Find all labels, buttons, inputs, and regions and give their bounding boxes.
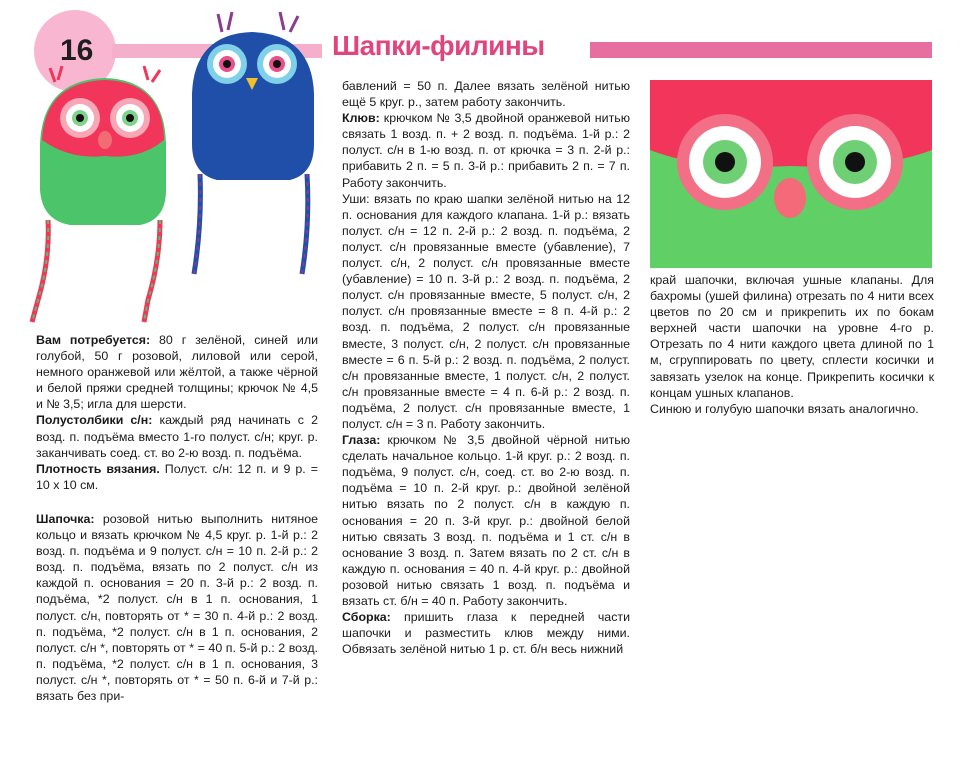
hdc-paragraph xyxy=(36,412,318,460)
owl-hat-closeup-photo xyxy=(650,80,932,268)
beak-paragraph xyxy=(342,110,630,190)
beak-label: Клюв: xyxy=(342,111,380,126)
eyes-text: крючком № 3,5 двойной чёрной нитью сделать начальное кольцо. 1-й круг. р.: 2 возд. п. подъёма, 9 полуст. с/н, соед. ст. во 2-ю возд. п. подъёма = 10 п. 2-й круг. р.: двойной зелёной нитью вязать по 2 полуст. с/н в каждую п. основания = 20 п. 3-й круг. р.: двойной белой нитью связать 3 возд. п. подъёма и 1 ст. с/н в основание 3 возд. п. Затем вязать по 2 ст. с/н в каждую п. основания = 40 п. 4-й круг. р.: двойной розовой нитью связать 1 возд. п. подъёма и вязать ст. б/н = 40 п. Работу закончить. xyxy=(342,433,630,608)
eyes-paragraph xyxy=(342,432,630,609)
assembly-paragraph xyxy=(342,609,630,657)
text-column-1 xyxy=(36,332,318,704)
hat-text: розовой нитью выполнить нитяное кольцо и вязать крючком № 4,5 круг. р. 1-й р.: 2 возд. п. подъёма и 9 полуст. с/н = 10 п. 2-й р.: 2 возд. п. подъёма, вязать по 2 полуст. с/н из каждой п. основания = 20 п. 3-й р.: 2 возд. п. подъёма, *2 полуст. с/н в 1 п. основания, 1 полуст. с/н, повторять от * = 30 п. 4-й р.: 2 возд. п. подъёма, *2 полуст. с/н в 1 п. основания, 2 полуст. с/н *, повторять от * = 40 п. 5-й р.: 2 возд. п. подъёма, *2 полуст. с/н в 1 п. основания, 3 полуст. с/н *, повторять от * = 50 п. 6-й и 7-й р.: вязать без при- xyxy=(36,511,318,703)
eyes-label: Глаза: xyxy=(342,433,381,448)
text-column-2 xyxy=(342,78,630,657)
beak-text: крючком № 3,5 двойной оранжевой нитью связать 1 возд. п. + 2 возд. п. подъёма. 1-й р.: 2 полуст. с/н в 1-ю возд. п. от крючка = 3 п. 2-й р.: прибавить 2 п. = 5 п. 3-й р.: прибавить 2 п. = 7 п. Работу закончить. xyxy=(342,111,630,190)
density-label: Плотность вязания. xyxy=(36,461,160,476)
text-column-3 xyxy=(650,272,934,417)
hat-paragraph xyxy=(36,511,318,704)
materials-label: Вам потребуется: xyxy=(36,333,151,347)
header-bar-right xyxy=(590,42,932,58)
finishing-paragraph: край шапочки, включая ушные клапаны. Для бахромы (ушей филина) отрезать по 4 нити всех цветов по 20 см и прикрепить их по бокам верхней части шапочки на уровне 4-го р. Отрезать по 4 нити каждого цвета длиной по 1 м, сгруппировать по цвету, сплести косички и завязать узелок на конце. Прикрепить косички к концам ушных клапанов. xyxy=(650,273,934,400)
hdc-text: каждый ряд начинать с 2 возд. п. подъёма вместо 1-го полуст. с/н; круг. р. заканчивать соед. ст. во 2-ю возд. п. подъёма. xyxy=(36,413,318,460)
density-text: Полуст. с/н: 12 п. и 9 р. = 10 х 10 см. xyxy=(36,461,318,492)
hdc-label: Полустолбики с/н: xyxy=(36,413,153,428)
assembly-label: Сборка: xyxy=(342,610,391,625)
hat-continuation: бавлений = 50 п. Далее вязать зелёной нитью ещё 5 круг. р., затем работу закончить. xyxy=(342,79,630,110)
density-paragraph xyxy=(36,461,318,493)
hat-label: Шапочка: xyxy=(36,511,95,526)
blue-owl-hat-image xyxy=(172,4,332,302)
article-title: Шапки-филины xyxy=(332,30,545,61)
materials-paragraph xyxy=(36,332,318,412)
ears-paragraph: Уши: вязать по краю шапки зелёной нитью на 12 п. основания для каждого клапана. 1-й р.: вязать полуст. с/н = 12 п. 2-й р.: 2 возд. п. подъёма, 2 полуст. с/н провязанные вместе (убавление), 7 полуст. с/н, 2 полуст. с/н провязанные вместе (убавление) = 10 п. 3-й р.: 2 возд. п. подъёма, 2 полуст. с/н провязанные вместе, 5 полуст. с/н, 2 полуст. с/н провязанные вместе = 8 п. 4-й р.: 2 возд. п. подъёма, 2 полуст. с/н провязанные вместе, 3 полуст. с/н, 2 полуст. с/н провязанные вместе = 6 п. 5-й р.: 2 возд. п. подъёма, 2 полуст. с/н провязанные вместе, 1 полуст. с/н, 2 полуст. с/н провязанные вместе = 4 п. 6-й р.: 2 возд. п. подъёма, 2 полуст. с/н провязанные вместе, 1 полуст. с/н = 3 п. Работу закончить. xyxy=(342,191,630,431)
assembly-text: пришить глаза к передней части шапочки и разместить клюв между ними. Обвязать зелёной нитью 1 р. ст. б/н весь нижний xyxy=(342,610,630,657)
green-owl-hat-image xyxy=(20,60,170,332)
page-number: 16 xyxy=(60,34,94,67)
materials-text: 80 г зелёной, синей или голубой, 50 г розовой, лиловой или серой, немного оранжевой или жёлтой, а также чёрной и белой пряжи средней толщины; крючок № 4,5 и № 3,5; игла для шерсти. xyxy=(36,333,318,412)
variants-paragraph: Синюю и голубую шапочки вязать аналогично. xyxy=(650,401,919,416)
